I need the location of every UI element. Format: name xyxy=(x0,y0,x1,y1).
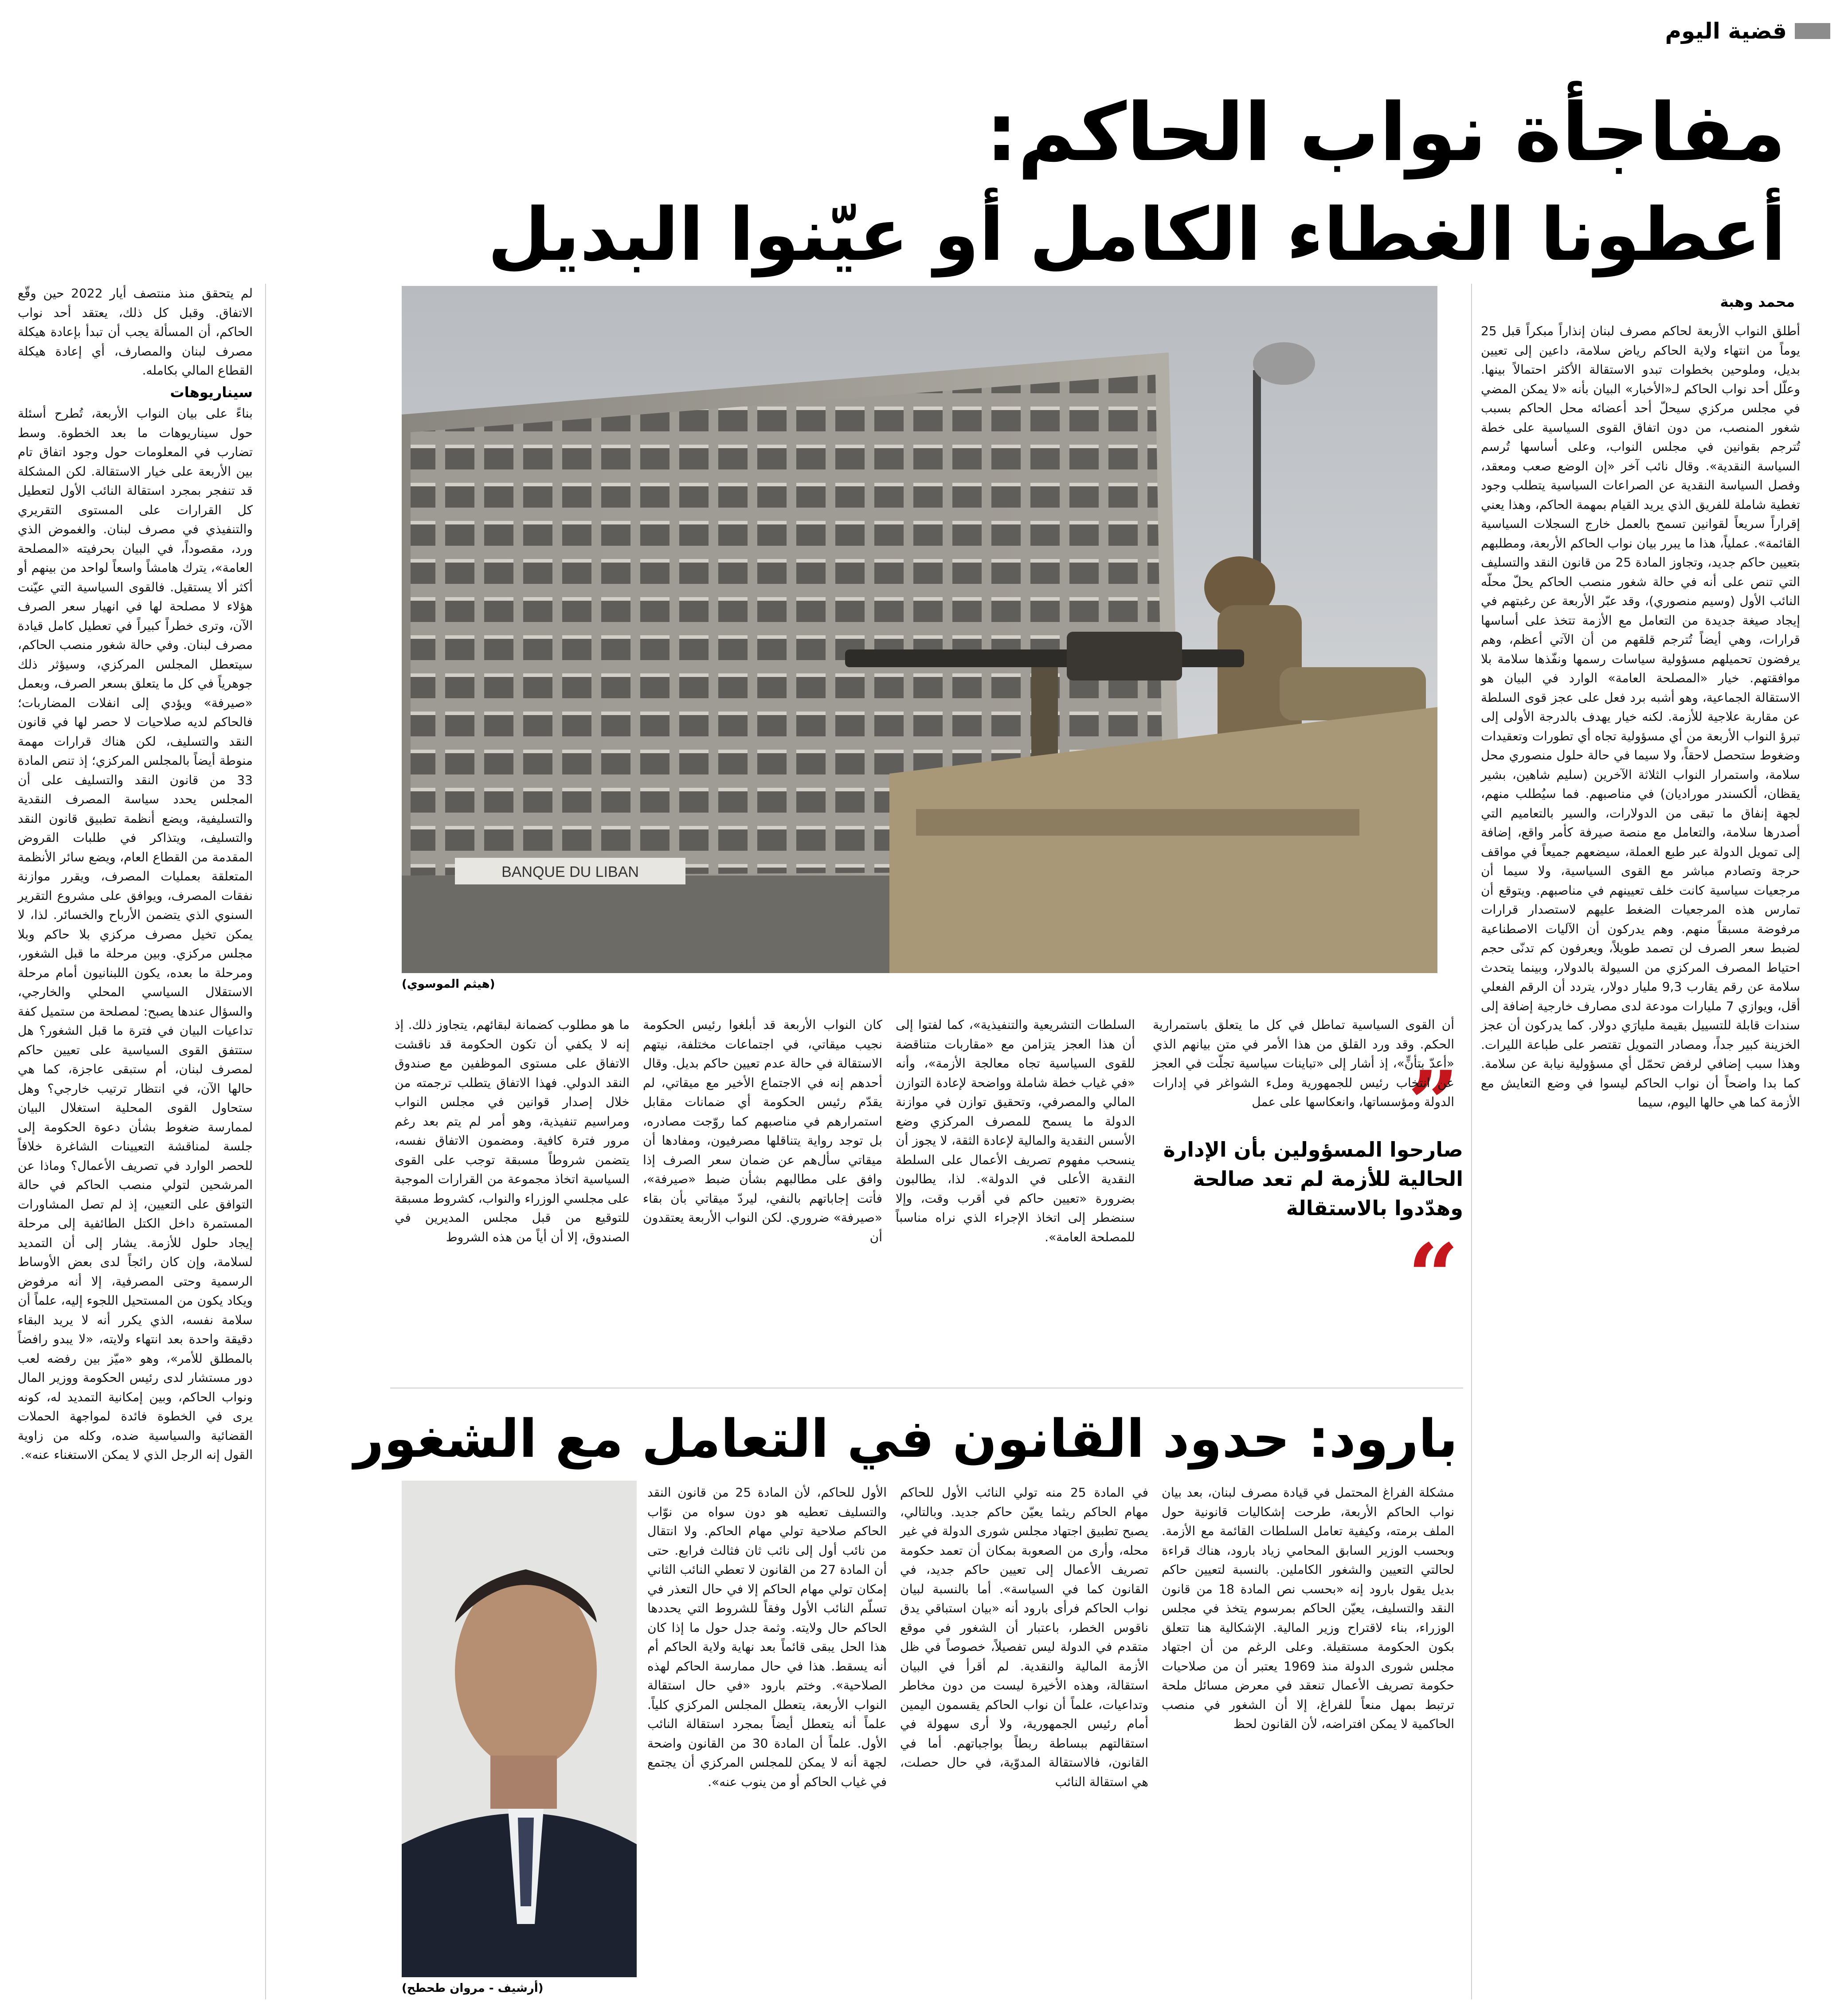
column-rule xyxy=(1471,284,1472,1999)
subheading-scenarios: سيناريوهات xyxy=(170,383,253,401)
pullquote-text: صارحوا المسؤولين بأن الإدارة الحالية للأزمة لم تعد صالحة وهدّدوا بالاستقالة xyxy=(1163,1138,1463,1220)
headline xyxy=(487,84,1786,284)
section-label-text: قضية اليوم xyxy=(1665,18,1787,44)
section-marker xyxy=(1795,23,1830,39)
main-photo xyxy=(402,286,1437,973)
column-rule xyxy=(265,284,266,1999)
portrait-illustration xyxy=(402,1481,637,1977)
main-photo-illustration xyxy=(402,286,1437,973)
headline-line1: مفاجأة نواب الحاكم: xyxy=(986,86,1786,179)
article1-column-4: ما هو مطلوب كضمانة لبقائهم، يتجاوز ذلك. إذ إنه لا يكفي أن تكون الحكومة قد ناقشت الاتفاق على مستوى الموظفين مع صندوق النقد الدولي. فهذا الاتفاق يتطلب ترجمته من خلال إصدار قوانين في مجلس النواب ومراسيم تنفيذية، وهو أمر لم يتم بعد رغم مرور فترة كافية. ومضمون الاتفاق نفسه، يتضمن شروطاً مسبقة توجب على القوى السياسية اتخاذ مجموعة من القرارات الموجبة على مجلسي الوزراء والنواب، كشروط مسبقة للتوقيع من قبل مجلس المديرين في الصندوق، إلا أن أياً من هذه الشروط xyxy=(395,1017,630,1244)
byline: محمد وهبة xyxy=(1720,293,1795,310)
article1-column-2: السلطات التشريعية والتنفيذية»، كما لفتوا إلى أن هذا العجز يتزامن مع «مقاربات متناقضة للقوى السياسية تجاه معالجة الأزمة»، وأنه «في غياب خطة شاملة وواضحة لإعادة التوازن المالي والمصرفي، وتحقيق توازن في موازنة الدولة ما يسمح للمصرف المركزي وضع الأسس النقدية والمالية لإعادة الثقة، لا يجوز أن ينسحب مفهوم تصريف الأعمال على السلطة النقدية الأعلى في الدولة». لذا، يطالبون بضرورة «تعيين حاكم في أقرب وقت، وإلا سنضطر إلى اتخاذ الإجراء الذي نراه مناسباً للمصلحة العامة». xyxy=(896,1017,1135,1244)
article1-column-1: أن القوى السياسية تماطل في كل ما يتعلق باستمرارية الحكم. وقد ورد القلق من هذا الأمر في متن بيانهم الذي «أعدّ بتأنٍّ»، إذ أشار إلى «تباينات سياسية تجلّت في العجز عن انتخاب رئيس للجمهورية وملء الشواغر في إدارات الدولة ومؤسساتها، وانعكاسها على عمل xyxy=(1153,1017,1454,1109)
portrait-photo xyxy=(402,1481,637,1977)
article1-column-3: كان النواب الأربعة قد أبلغوا رئيس الحكومة نجيب ميقاتي، في اجتماعات مختلفة، نيتهم الاستقالة في حالة عدم تعيين حاكم بديل. وقال أحدهم إنه في الاجتماع الأخير مع ميقاتي، لم يقدّم رئيس الحكومة أي ضمانات مقابل استمرارهم في مناصبهم كما روّجت مصادره، بل توجد رواية يتناقلها مصرفيون، ومفادها أن ميقاتي سأل‌هم عن ضمان سعر الصرف إذا وافق على مطالبهم بشأن ضبط «صيرفة»، فأتت إجاباتهم بالنفي، ليردّ ميقاتي بأن بقاء «صيرفة» ضروري. لكن النواب الأربعة يعتقدون أن xyxy=(643,1017,882,1244)
headline-line2: أعطونا الغطاء الكامل أو عيّنوا البديل xyxy=(487,192,1786,277)
quote-open-icon: ” xyxy=(1407,1052,1459,1156)
article2-headline: بارود: حدود القانون في التعامل مع الشغور xyxy=(353,1408,1458,1469)
article1-column-left: لم يتحقق منذ منتصف أيار 2022 حين وقّع الاتفاق. وقبل كل ذلك، يعتقد أحد نواب الحاكم، أن المسألة يجب أن تبدأ بإعادة هيكلة مصرف لبنان والمصارف، أي إعادة هيكلة القطاع المالي بكامله. سيناريوهات بناءً على بيان النواب الأربعة، تُطرح أسئلة حول سيناريوهات ما بعد الخطوة. وسط تضارب في المعلومات حول وجود اتفاق تام بين الأربعة على خيار الاستقالة. لكن المشكلة قد تنفجر بمجرد استقالة النائب الأول لتعطيل كل القرارات على المستوى التقريري والتنفيذي في مصرف لبنان. والغموض الذي ورد، مقصوداً، في البيان بحرفيته «المصلحة العامة»، يترك هامشاً واسعاً لواحد من بينهم أو أكثر ألا يستقيل. فالقوى السياسية التي عيّنت هؤلاء لا مصلحة لها في انهيار سعر الصرف الآن، وترى خطراً كبيراً في تعطيل كامل قيادة مصرف لبنان. وفي حالة شغور منصب الحاكم، سيتعطل المجلس المركزي، وسيؤثر ذلك جوهرياً في كل ما يتعلق بسعر الصرف، وبعمل «صيرفة» ويؤدي إلى انفلات المضاربات؛ فالحاكم لديه صلاحيات لا حصر لها في قانون النقد والتسليف، لكن هناك قرارات مهمة منوطة أيضاً بالمجلس المركزي؛ إذ تنص المادة 33 من قانون النقد والتسليف على أن المجلس يحدد سياسة المصرف النقدية والتسليفية، ويضع أنظمة تطبيق قانون النقد والتسليف، ويتذاكر في طلبات القروض المقدمة من القطاع العام، ويضع سائر الأنظمة المتعلقة بعمليات المصرف، ويقرر موازنة نفقات المصرف، ويوافق على مشروع التقرير السنوي الذي يتضمن الأرباح والخسائر. لذا، لا يمكن تخيل مصرف مركزي بلا حاكم وبلا مجلس مركزي. وبين مرحلة ما قبل الشغور، ومرحلة ما بعده، يكون اللبنانيون أمام مرحلة الاستقلال السياسي المحلي والخارجي، والسؤال عندها يصبح: لمصلحة من ستميل كفة تداعيات البيان في فترة ما قبل الشغور؟ هل ستتفق القوى السياسية على تعيين حاكم لمصرف لبنان، أم ستبقى عاجزة، كما هي حالها الآن، في انتظار ترتيب خارجي؟ وهل ستحاول القوى المحلية استغلال البيان لممارسة ضغوط بشأن دعوة الحكومة إلى جلسة لمناقشة التعيينات الشاغرة خلافاً للحصر الوارد في تصريف الأعمال؟ وماذا عن المرشحين لتولي منصب الحاكم في حالة التوافق على التعيين، إذ لم تصل المشاورات المستمرة داخل الكتل الطائفية إلى مرحلة إيجاد حلول للأزمة. يشار إلى أن التمديد لسلامة، وإن كان رائجاً لدى بعض الأوساط الرسمية وحتى المصرفية، إلا أنه مرفوض ويكاد يكون من المستحيل اللجوء إليه، علماً أن سلامة نفسه، الذي يكرر أنه لا يريد البقاء دقيقة واحدة بعد انتهاء ولايته، «لا يبدو رافضاً بالمطلق للأمر»، وهو «ميّز بين رفضه لعب دور مستشار لدى رئيس الحكومة ووزير المال ونواب الحاكم، وبين إمكانية التمديد له، كونه يرى في الخطوة فائدة لمواجهة الحملات القضائية والسياسية ضده، وكله من زاوية القول إنه الرجل الذي لا يمكن الاستغناء عنه». xyxy=(18,286,253,1462)
article2-column-3: الأول للحاكم، لأن المادة 25 من قانون النقد والتسليف تعطيه هو دون سواه من نوّاب الحاكم صلاحية تولي مهام الحاكم. ولا انتقال من نائب أول إلى نائب ثان فثالث فرابع. حتى أن المادة 27 من القانون لا تعطي النائب الثاني إمكان تولي مهام الحاكم إلا في حال التعذر في تسلّم النائب الأول وفقاً للشروط التي يحددها الحاكم حال ولايته. وثمة جدل حول ما إذا كان هذا الحل يبقى قائماً بعد نهاية ولاية الحاكم أم أنه يسقط. هذا في حال ممارسة الحاكم لهذه الصلاحية». وختم بارود «في حال استقالة النواب الأربعة، يتعطل المجلس المركزي كلياً. علماً أنه يتعطل أيضاً بمجرد استقالة النائب الأول. علماً أن المادة 30 من القانون واضحة لجهة أنه لا يمكن للمجلس المركزي أن يجتمع في غياب الحاكم أو من ينوب عنه». xyxy=(647,1485,887,1789)
portrait-photo-credit: (أرشيف - مروان طحطح) xyxy=(402,1982,544,1995)
article1-column-right: أطلق النواب الأربعة لحاكم مصرف لبنان إنذاراً مبكراً قبل 25 يوماً من انتهاء ولاية الحاكم رياض سلامة، داعين إلى تعيين بديل، وملوحين بخطوات تبدو الاستقالة الأكثر احتمالاً بينها. وعلّل أحد نواب الحاكم لـ«الأخبار» البيان بأنه «لا يمكن المضي في مجلس مركزي سيحلّ أحد أعضائه محل الحاكم بسبب شغور المنصب، من دون اتفاق القوى السياسية على خطة تُترجم بقوانين في مجلس النواب، وعلى أساسها تُرسم السياسة النقدية». وقال نائب آخر «إن الوضع صعب ومعقد، وفصل السياسة النقدية عن الصراعات السياسية يتطلب وجود تغطية شاملة للفريق الذي يريد القيام بمهمة الحاكم، وهذا يعني إقراراً سريعاً لقوانين تسمح بالعمل خارج السجلات السياسية القائمة». عملياً، هذا ما يبرر بيان نواب الحاكم الأربعة، ومطلبهم بتعيين حاكم جديد، وتجاوز المادة 25 من قانون النقد والتسليف التي تنص على أنه في حالة شغور منصب الحاكم يحلّ محلّه النائب الأول (وسيم منصوري)، وقد عبّر الأربعة عن رغبتهم في إيجاد صيغة جديدة من التعامل مع الأزمة تتخذ على أساسها قرارات، وهي أيضاً تُترجم قلقهم من أن الآتي أعظم، وهم يرفضون تحميلهم مسؤولية سياسات رسمها ونفّذها سلامة بلا موافقتهم. خيار «المصلحة العامة» الوارد في البيان هو الاستقالة الجماعية، وهو أشبه برد فعل على عجز قوى السلطة عن مقاربة علاجية للأزمة. لكنه خيار يهدف بالدرجة الأولى إلى تبرؤ النواب الأربعة من أي مسؤولية تجاه أي تطورات وتعقيدات وضغوط ستحصل لاحقاً، ولا سيما في حالة حلول منصوري محل سلامة، واستمرار النواب الثلاثة الآخرين (سليم شاهين، بشير يقظان، ألكسندر موراديان) في مناصبهم. فما سيُطلب منهم، لجهة إنفاق ما تبقى من الدولارات، والسير بالتعاميم التي أصدرها سلامة، والتعامل مع منصة صيرفة كأمر واقع، إضافة إلى تمويل الدولة عبر طبع العملة، سيضعهم جميعاً في مواقف حرجة وتصادم مباشر مع القوى السياسية، ولا سيما أن مرجعيات سياسية كانت خلف تعيينهم في مناصبهم. ويتوقع أن تمارس هذه المرجعيات الضغط عليهم لاستصدار قرارات مرفوضة مسبقاً منهم. وهم يدركون أن الآليات الاصطناعية لضبط سعر الصرف لن تصمد طويلاً، ويعرفون كم تدنّى حجم احتياط المصرف المركزي من السيولة بالدولار، وبينما يتحدث سلامة عن رقم يقارب 9,3 مليار دولار، يتردد أن الرقم الفعلي أقل، ويوازي 7 مليارات مودعة لدى مصارف خارجية إضافة إلى سندات قابلة للتسييل بقيمة مليارَي دولار. كما يدركون أن عجز الخزينة كبير جداً، ومصادر التمويل تقتصر على طباعة الليرات. وهذا سبب إضافي لرفض تحمّل أي مسؤولية نيابة عن سلامة. كما بدا واضحاً أن نواب الحاكم ليسوا في وضع التعايش مع الأزمة كما هي حالها اليوم، سيما xyxy=(1481,324,1801,1110)
bank-sign-text: BANQUE DU LIBAN xyxy=(501,864,639,880)
article2-column-1: مشكلة الفراغ المحتمل في قيادة مصرف لبنان، بعد بيان نواب الحاكم الأربعة، طرحت إشكاليات قانونية حول الملف برمته، وكيفية تعامل السلطات القائمة مع الأزمة. وبحسب الوزير السابق المحامي زياد بارود، هناك قراءة لحالتي التعيين والشغور الكاملين. بالنسبة لتعيين حاكم بديل يقول بارود إنه «بحسب نص المادة 18 من قانون النقد والتسليف، يعيّن الحاكم بمرسوم يتخذ في مجلس الوزراء، بناء لاقتراح وزير المالية. الإشكالية هنا تتعلق بكون الحكومة مستقيلة. وعلى الرغم من أن اجتهاد مجلس شورى الدولة منذ 1969 يعتبر أن من صلاحيات حكومة تصريف الأعمال تنعقد في معرض مسائل ملحة ترتبط بمهل منعاً للفراغ، إلا أن الشغور في منصب الحاكمية لا يمكن افتراضه، لأن القانون لحظ xyxy=(1162,1485,1454,1731)
quote-close-icon: “ xyxy=(1407,1224,1459,1329)
main-photo-credit: (هيثم الموسوي) xyxy=(402,978,495,991)
article2-column-2: في المادة 25 منه تولي النائب الأول للحاكم مهام الحاكم ريثما يعيّن حاكم جديد. وبالتالي، يصبح تطبيق اجتهاد مجلس شورى الدولة في غير محله، وأرى من الصعوبة بمكان أن تعمد حكومة تصريف الأعمال إلى تعيين حاكم جديد، في القانون كما في السياسة». أما بالنسبة لبيان نواب الحاكم فرأى بارود أنه «بيان استباقي يدق ناقوس الخطر، باعتبار أن الشغور في موقع متقدم في الدولة ليس تفصيلاً، خصوصاً في ظل الأزمة المالية والنقدية. لم أقرأ في البيان استقالة، وهذه الأخيرة ليست من دون مخاطر وتداعيات، علماً أن نواب الحاكم يقسمون اليمين أمام رئيس الجمهورية، ولا أرى سهولة في استقالتهم ببساطة ربطاً بواجباتهم. أما في القانون، فالاستقالة المدوّية، في حال حصلت، هي استقالة النائب xyxy=(900,1485,1148,1789)
section-label xyxy=(1665,18,1830,44)
